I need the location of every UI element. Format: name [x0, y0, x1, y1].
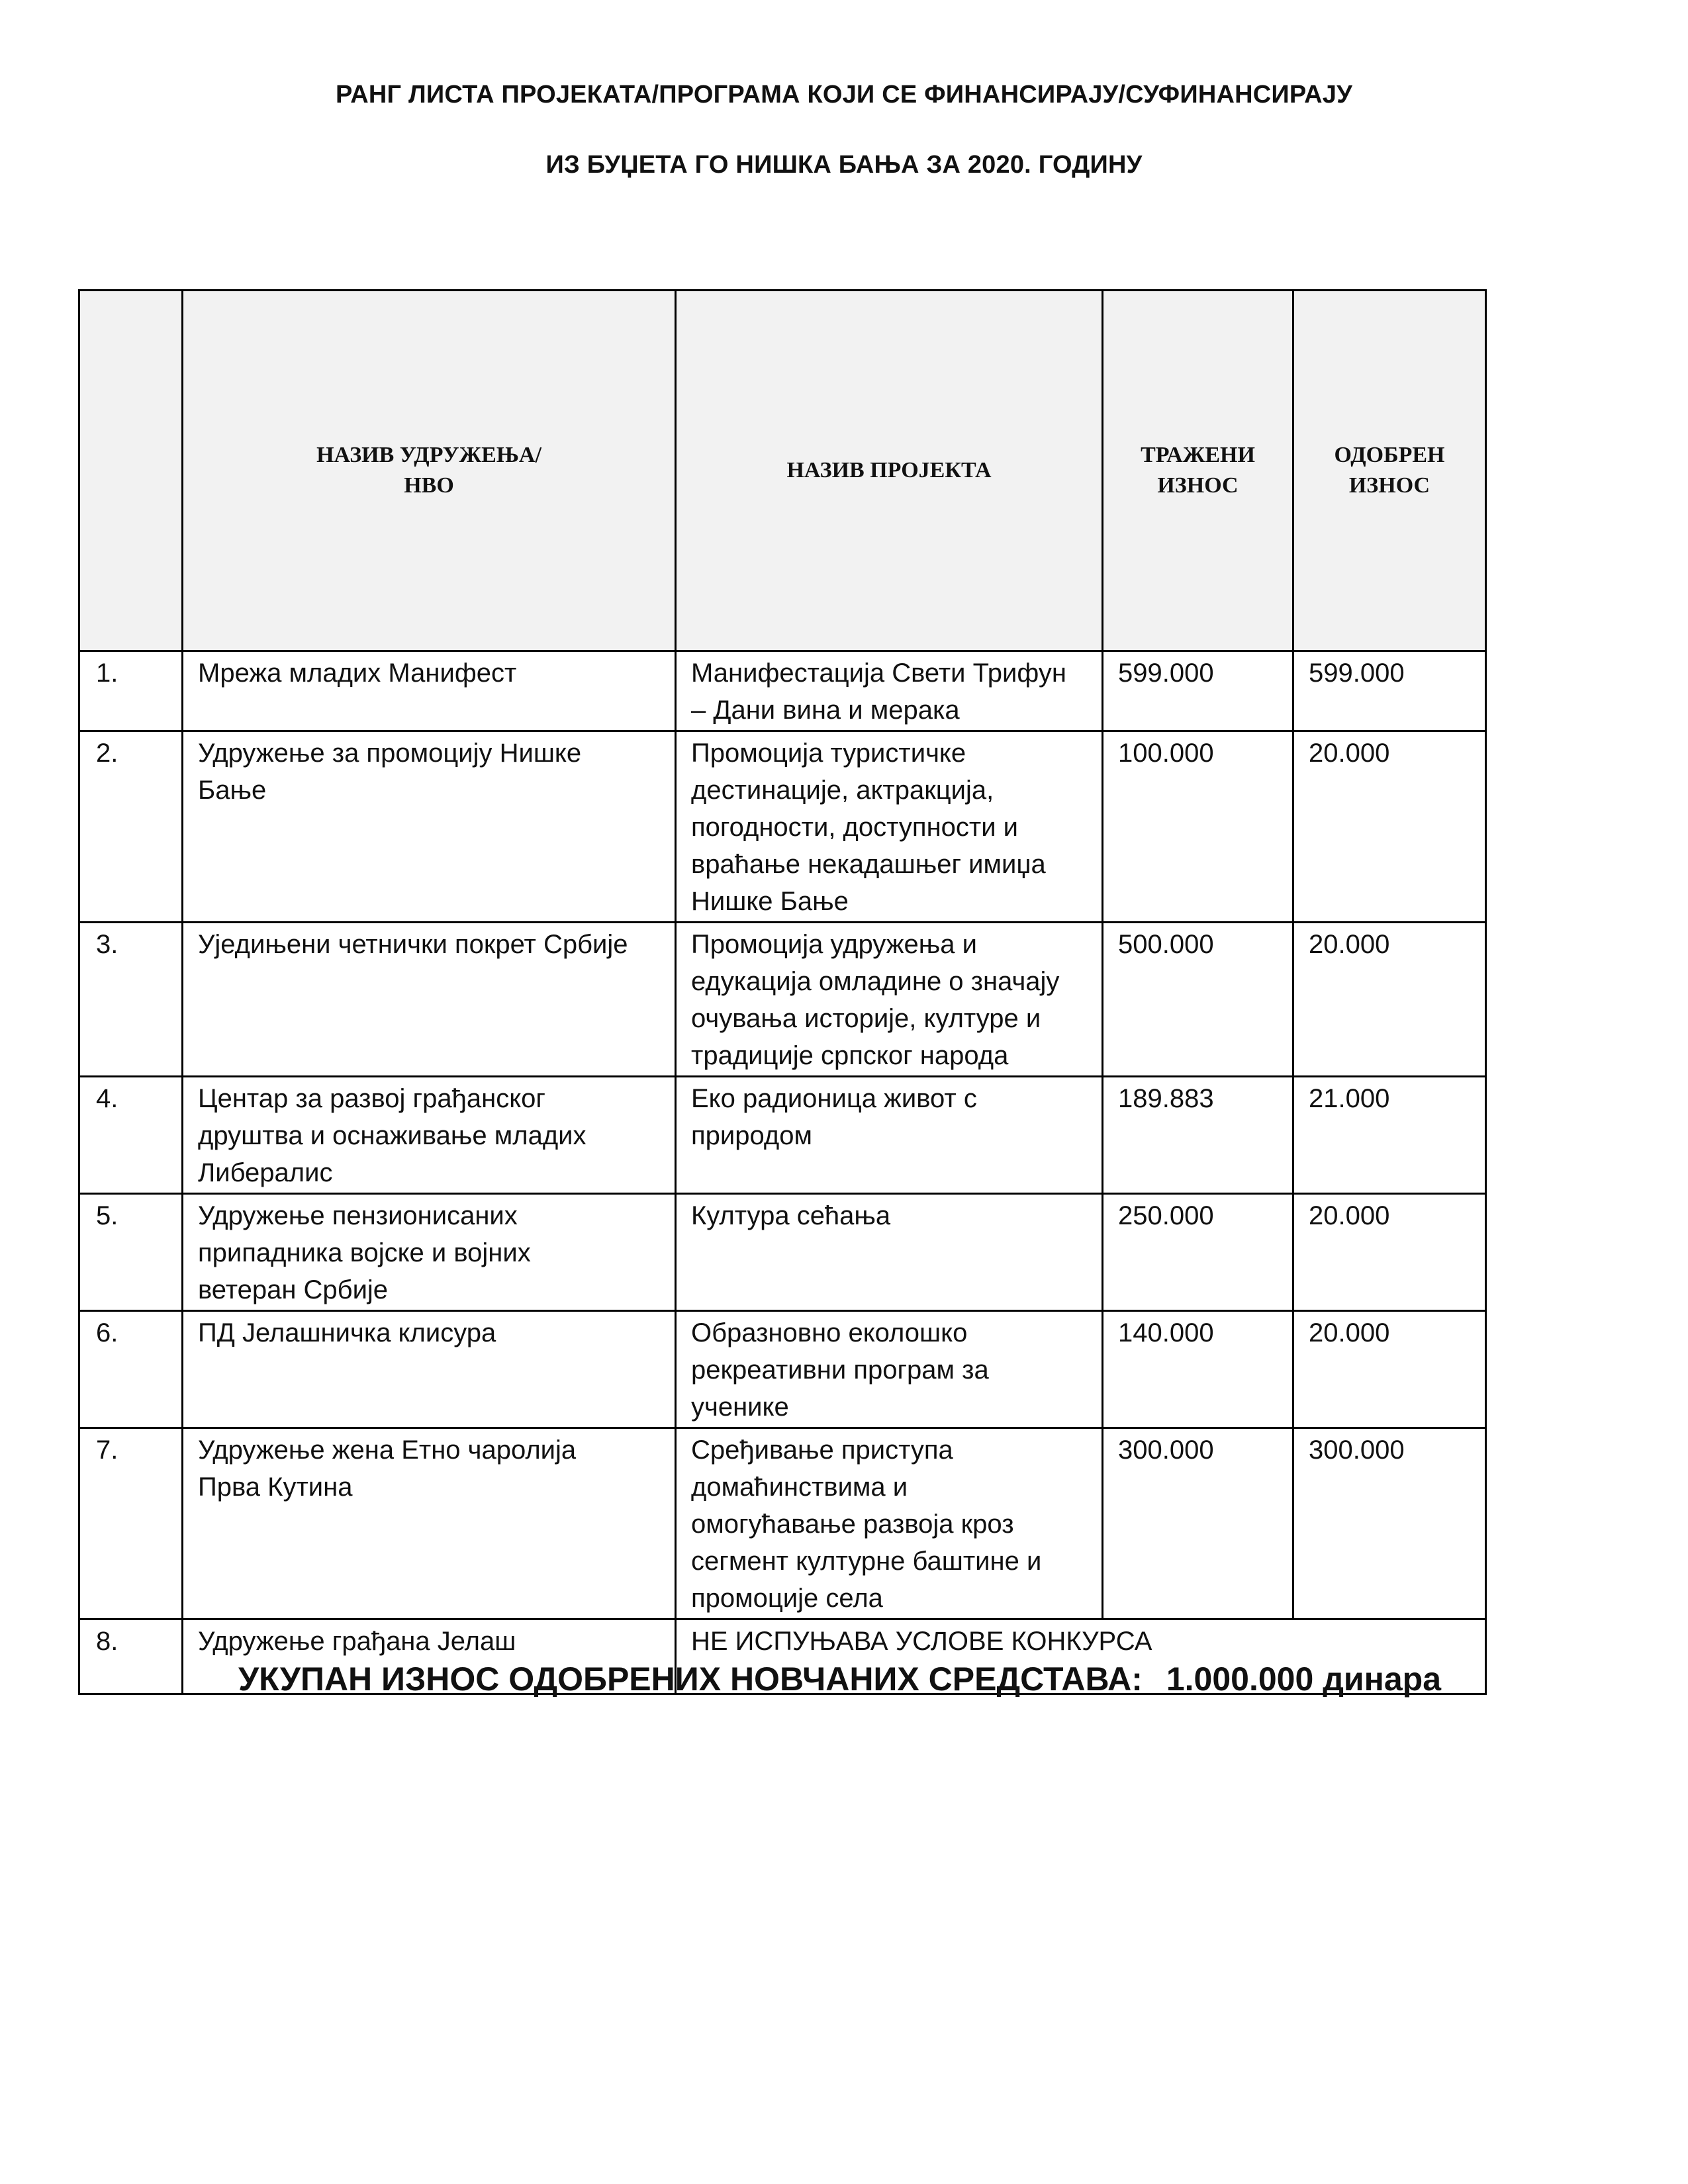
project-name-line: – Дани вина и мерака — [691, 696, 960, 725]
header-organization-line: НВО — [404, 473, 454, 498]
row-number: 4. — [79, 1077, 183, 1194]
requested-amount: 189.883 — [1103, 1077, 1293, 1194]
project-name-line: Еко радионица живот с — [691, 1084, 977, 1113]
document-subtitle: ИЗ БУЏЕТА ГО НИШКА БАЊА ЗА 2020. ГОДИНУ — [545, 151, 1143, 179]
project-name-line: едукација омладине о значају — [691, 967, 1060, 996]
project-name-line: омогућавање развоја кроз — [691, 1510, 1014, 1539]
approved-amount: 20.000 — [1293, 1311, 1486, 1428]
table-row — [79, 923, 1486, 1077]
organization-name-line: Либералис — [198, 1158, 333, 1187]
organization-name-line: друштва и оснаживање младих — [198, 1121, 586, 1150]
organization-name-line: Удружење жена Етно чаролија — [198, 1435, 577, 1465]
ineligibility-note: НЕ ИСПУЊАВА УСЛОВЕ КОНКУРСА — [676, 1619, 1486, 1694]
organization-name-line: Бање — [198, 776, 267, 805]
organization-name — [183, 1194, 676, 1311]
requested-amount: 500.000 — [1103, 923, 1293, 1077]
organization-name — [183, 651, 676, 731]
project-name-line: Промоција туристичке — [691, 739, 966, 768]
project-name-line: сегмент културне баштине и — [691, 1547, 1042, 1576]
requested-amount: 250.000 — [1103, 1194, 1293, 1311]
project-name-line: природом — [691, 1121, 812, 1150]
row-number: 7. — [79, 1428, 183, 1619]
project-name-line: Нишке Бање — [691, 887, 849, 916]
organization-name-line: Уједињени четнички покрет Србије — [198, 930, 628, 959]
project-name-line: Промоција удружења и — [691, 930, 977, 959]
approved-amount: 20.000 — [1293, 731, 1486, 923]
header-organization — [183, 291, 676, 651]
organization-name-line: ПД Јелашничка клисура — [198, 1318, 496, 1347]
organization-name: Удружење грађана Јелаш — [183, 1619, 676, 1694]
project-name-line: ученике — [691, 1392, 789, 1422]
organization-name — [183, 923, 676, 1077]
table-row — [79, 1428, 1486, 1619]
project-name — [676, 923, 1103, 1077]
project-name-line: Манифестација Свети Трифун — [691, 659, 1066, 688]
project-name — [676, 731, 1103, 923]
project-name-line: дестинације, актракција, — [691, 776, 994, 805]
project-name — [676, 651, 1103, 731]
requested-amount: 599.000 — [1103, 651, 1293, 731]
total-amount: 1.000.000 динара — [1166, 1661, 1442, 1698]
row-number: 1. — [79, 651, 183, 731]
approved-amount: 599.000 — [1293, 651, 1486, 731]
approved-amount: 20.000 — [1293, 923, 1486, 1077]
approved-amount: 20.000 — [1293, 1194, 1486, 1311]
header-approved-line: ИЗНОС — [1348, 473, 1430, 498]
organization-name-line: Удружење пензионисаних — [198, 1201, 518, 1230]
project-name-line: Сређивање приступа — [691, 1435, 953, 1465]
row-number: 2. — [79, 731, 183, 923]
organization-name-line: Удружење за промоцију Нишке — [198, 739, 582, 768]
organization-name — [183, 731, 676, 923]
approved-amount: 21.000 — [1293, 1077, 1486, 1194]
requested-amount: 300.000 — [1103, 1428, 1293, 1619]
project-name — [676, 1077, 1103, 1194]
table-row — [79, 651, 1486, 731]
approved-amount: 300.000 — [1293, 1428, 1486, 1619]
project-name-line: домаћинствима и — [691, 1473, 908, 1502]
row-number: 8. — [79, 1619, 183, 1694]
project-name — [676, 1311, 1103, 1428]
project-name-line: погодности, доступности и — [691, 813, 1019, 842]
row-number: 3. — [79, 923, 183, 1077]
row-number: 5. — [79, 1194, 183, 1311]
project-name-line: традиције српског народа — [691, 1041, 1009, 1070]
header-number — [79, 291, 183, 651]
table-row — [79, 1077, 1486, 1194]
table-row — [79, 1194, 1486, 1311]
organization-name — [183, 1428, 676, 1619]
requested-amount: 140.000 — [1103, 1311, 1293, 1428]
organization-name-line: ветеран Србије — [198, 1275, 389, 1304]
project-name — [676, 1194, 1103, 1311]
header-requested-amount — [1103, 291, 1293, 651]
table-row — [79, 731, 1486, 923]
organization-name-line: Прва Кутина — [198, 1473, 353, 1502]
project-name-line: очувања историје, културе и — [691, 1004, 1041, 1033]
organization-name — [183, 1311, 676, 1428]
ranking-table — [78, 289, 1487, 1695]
header-requested-line: ИЗНОС — [1157, 473, 1239, 498]
total-approved-funds — [238, 1660, 1441, 1698]
organization-name-line: припадника војске и војних — [198, 1238, 531, 1267]
project-name-line: промоције села — [691, 1584, 883, 1613]
project-name-line: враћање некадашњег имиџа — [691, 850, 1046, 879]
header-organization-line: НАЗИВ УДРУЖЕЊА/ — [316, 443, 541, 467]
document-title: РАНГ ЛИСТА ПРОЈЕКАТА/ПРОГРАМА КОЈИ СЕ ФИНАНСИРАЈУ/СУФИНАНСИРАЈУ — [336, 81, 1352, 109]
table-row — [79, 1311, 1486, 1428]
row-number: 6. — [79, 1311, 183, 1428]
organization-name-line: Мрежа младих Манифест — [198, 659, 517, 688]
project-name — [676, 1428, 1103, 1619]
project-name-line: рекреативни програм за — [691, 1355, 989, 1385]
project-name-line: Култура сећања — [691, 1201, 891, 1230]
total-label: УКУПАН ИЗНОС ОДОБРЕНИХ НОВЧАНИХ СРЕДСТАВА: — [238, 1661, 1143, 1698]
header-approved-amount — [1293, 291, 1486, 651]
organization-name-line: Центар за развој грађанског — [198, 1084, 545, 1113]
header-project: НАЗИВ ПРОЈЕКТА — [676, 291, 1103, 651]
header-approved-line: ОДОБРЕН — [1334, 443, 1445, 467]
requested-amount: 100.000 — [1103, 731, 1293, 923]
organization-name — [183, 1077, 676, 1194]
table-header-row — [79, 291, 1486, 651]
table-body — [79, 651, 1486, 1694]
project-name-line: Образновно еколошко — [691, 1318, 968, 1347]
header-requested-line: ТРАЖЕНИ — [1141, 443, 1255, 467]
